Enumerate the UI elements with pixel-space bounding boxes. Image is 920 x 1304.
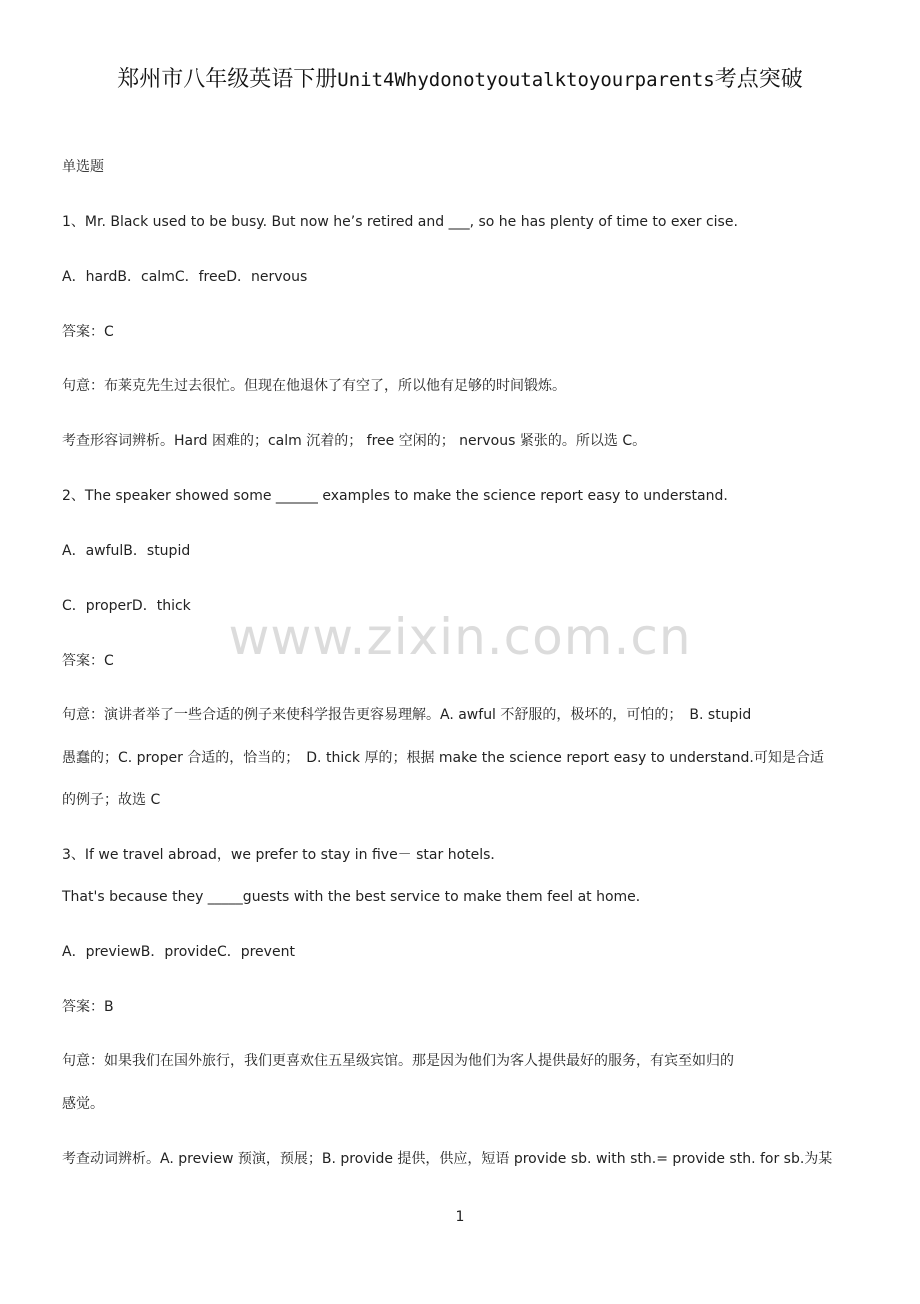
question-1: 1、Mr. Black used to be busy. But now he’s retired and ___, so he has plenty of time to exer cise. <box>62 214 738 230</box>
question-3-explanation: 考查动词辨析。A. preview 预演，预展；B. provide 提供，供应，短语 provide sb. with sth.= provide sth. for sb.为某 <box>62 1151 833 1167</box>
question-2-explanation-line-2: 愚蠢的；C. proper 合适的，恰当的； D. thick 厚的；根据 make the science report easy to understand.可知是合适 <box>62 750 824 766</box>
question-3-translation-line-1: 句意：如果我们在国外旅行，我们更喜欢住五星级宾馆。那是因为他们为客人提供最好的服务，有宾至如归的 <box>62 1053 734 1069</box>
section-heading: 单选题 <box>62 159 104 175</box>
question-1-explanation: 考查形容词辨析。Hard 困难的；calm 沉着的； free 空闲的； nervous 紧张的。所以选 C。 <box>62 433 647 449</box>
title-unit: Unit4Whydonotyoutalktoyourparents <box>337 69 715 91</box>
question-1-answer: 答案：C <box>62 324 114 340</box>
title-prefix: 郑州市八年级英语下册 <box>117 67 338 92</box>
question-2: 2、The speaker showed some ______ examples to make the science report easy to understand. <box>62 488 728 504</box>
watermark: www.zixin.com.cn <box>228 608 692 666</box>
question-1-options: A．hardB．calmC．freeD．nervous <box>62 269 308 285</box>
document-title <box>0 62 920 93</box>
page-number: 1 <box>455 1209 465 1225</box>
question-2-explanation-line-1: 句意：演讲者举了一些合适的例子来使科学报告更容易理解。A. awful 不舒服的，极坏的，可怕的； B. stupid <box>62 707 752 723</box>
question-2-explanation-line-3: 的例子；故选 C <box>62 792 161 808</box>
question-2-answer: 答案：C <box>62 653 114 669</box>
question-3-options: A．previewB．provideC．prevent <box>62 944 295 960</box>
question-3-answer: 答案：B <box>62 999 114 1015</box>
question-2-options-ab: A．awfulB．stupid <box>62 543 191 559</box>
question-3-line-2: That's because they _____guests with the best service to make them feel at home． <box>62 889 650 905</box>
question-2-options-cd: C．properD．thick <box>62 598 191 614</box>
title-suffix: 考点突破 <box>714 67 803 92</box>
question-3-line-1: 3、If we travel abroad，we prefer to stay in five－ star hotels． <box>62 847 505 863</box>
question-1-translation: 句意：布莱克先生过去很忙。但现在他退休了有空了，所以他有足够的时间锻炼。 <box>62 378 566 394</box>
question-3-translation-line-2: 感觉。 <box>62 1096 104 1112</box>
